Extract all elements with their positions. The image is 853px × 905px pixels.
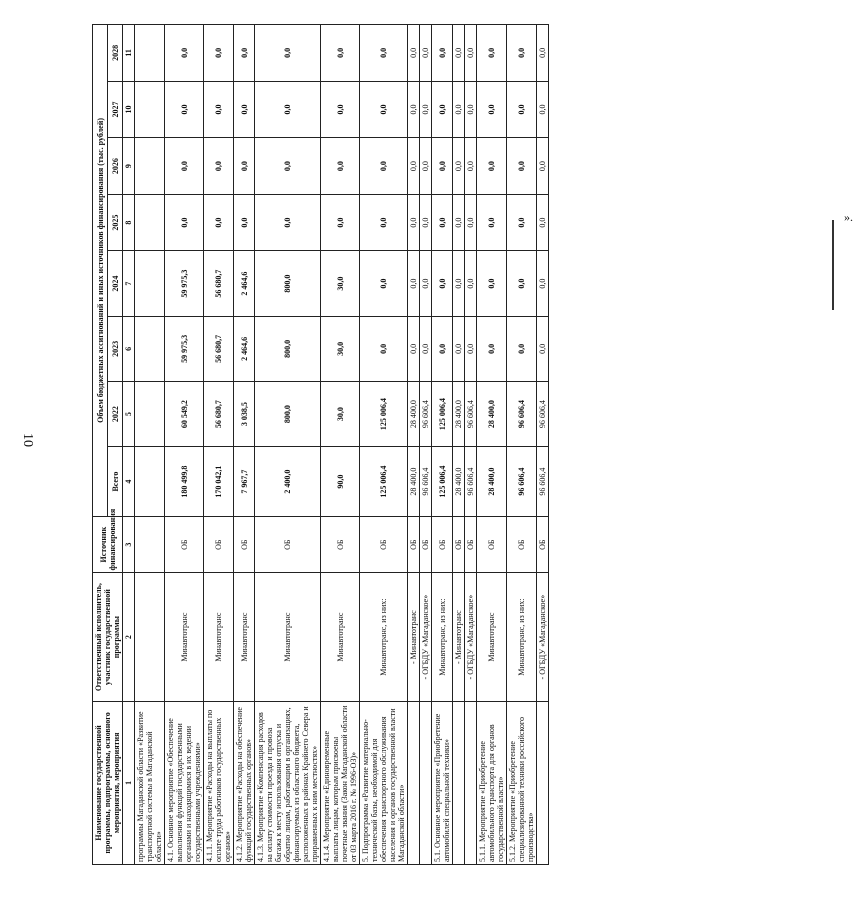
cell-value: 0,0 <box>165 194 204 251</box>
cell-source <box>135 516 165 573</box>
column-number: 3 <box>123 516 135 573</box>
table-row <box>234 25 255 865</box>
cell-value: 0,0 <box>360 25 408 82</box>
cell-value: 0,0 <box>255 25 321 82</box>
cell-value: 56 680,7 <box>204 251 234 316</box>
cell-value: 0,0 <box>204 25 234 82</box>
cell-source: ОБ <box>453 516 465 573</box>
cell-source: ОБ <box>165 516 204 573</box>
cell-value: 0,0 <box>420 251 432 316</box>
cell-value: 0,0 <box>507 194 537 251</box>
cell-value: 59 975,3 <box>165 316 204 381</box>
cell-value: 28 400,0 <box>477 447 507 517</box>
header-year: 2022 <box>108 381 123 446</box>
table-row <box>507 25 537 865</box>
cell-name <box>420 701 432 864</box>
cell-value: 96 606,4 <box>537 447 549 517</box>
cell-value: 30,0 <box>321 251 360 316</box>
cell-value: 96 606,4 <box>465 447 477 517</box>
table-row <box>204 25 234 865</box>
table-row <box>453 25 465 865</box>
cell-value: 2 464,6 <box>234 251 255 316</box>
cell-value: 0,0 <box>204 194 234 251</box>
cell-source: ОБ <box>321 516 360 573</box>
cell-value: 0,0 <box>255 194 321 251</box>
cell-value: 0,0 <box>234 138 255 195</box>
table-row <box>360 25 408 865</box>
cell-executor: Минавтотранс <box>255 573 321 701</box>
header-year: 2024 <box>108 251 123 316</box>
cell-value: 0,0 <box>477 194 507 251</box>
cell-value: 28 400,0 <box>453 381 465 446</box>
header-name: Наименование государственной программы, подпрограммы, основного мероприятия, мероприятия <box>93 701 123 864</box>
cell-value <box>135 381 165 446</box>
cell-value: 0,0 <box>321 81 360 138</box>
cell-value: 0,0 <box>537 25 549 82</box>
cell-value: 0,0 <box>234 81 255 138</box>
cell-value <box>135 251 165 316</box>
cell-value: 0,0 <box>465 25 477 82</box>
cell-value: 125 006,4 <box>432 447 453 517</box>
cell-executor: Минавтотранс, из них: <box>360 573 408 701</box>
cell-source: ОБ <box>420 516 432 573</box>
cell-value: 0,0 <box>420 81 432 138</box>
cell-value: 59 975,3 <box>165 251 204 316</box>
cell-value: 0,0 <box>408 25 420 82</box>
cell-value: 125 006,4 <box>360 447 408 517</box>
cell-value: 0,0 <box>453 194 465 251</box>
cell-value: 800,0 <box>255 381 321 446</box>
table-row <box>135 25 165 865</box>
cell-value: 28 400,0 <box>453 447 465 517</box>
cell-executor: - ОГБДУ «Магаданское» <box>465 573 477 701</box>
cell-name <box>408 701 420 864</box>
header-total: Всего <box>108 447 123 517</box>
cell-value: 0,0 <box>507 81 537 138</box>
cell-value: 0,0 <box>204 81 234 138</box>
cell-name: 4.1.4. Мероприятие «Единовременные выплаты лицам, которым присвоены почетные звания (Закон Магаданской области от 03 марта 2016 г. № 1996-ОЗ)» <box>321 701 360 864</box>
header-year: 2027 <box>108 81 123 138</box>
header-source: Источник финансирования <box>93 516 123 573</box>
cell-value: 0,0 <box>537 81 549 138</box>
cell-value: 3 038,5 <box>234 381 255 446</box>
cell-value: 0,0 <box>453 251 465 316</box>
cell-value: 0,0 <box>465 316 477 381</box>
cell-value: 0,0 <box>255 81 321 138</box>
cell-value: 30,0 <box>321 316 360 381</box>
cell-executor: - Минавтотранс <box>408 573 420 701</box>
cell-value: 0,0 <box>432 138 453 195</box>
cell-value: 0,0 <box>432 194 453 251</box>
cell-value: 800,0 <box>255 316 321 381</box>
cell-value: 0,0 <box>255 138 321 195</box>
cell-value: 56 680,7 <box>204 316 234 381</box>
header-year: 2025 <box>108 194 123 251</box>
cell-name: 5.1.2. Мероприятие «Приобретение специализированной техники российского производства» <box>507 701 537 864</box>
cell-executor: - ОГБДУ «Магаданское» <box>420 573 432 701</box>
cell-value: 56 680,7 <box>204 381 234 446</box>
cell-value: 0,0 <box>507 316 537 381</box>
cell-value: 0,0 <box>432 81 453 138</box>
cell-executor: Минавтотранс <box>321 573 360 701</box>
table-row <box>255 25 321 865</box>
cell-name: программы Магаданской области «Развитие транспортной системы в Магаданской области» <box>135 701 165 864</box>
cell-name <box>537 701 549 864</box>
cell-name: 4.1.1. Мероприятие «Расходы на выплаты по оплате труда работников государственных органов» <box>204 701 234 864</box>
cell-value: 0,0 <box>408 316 420 381</box>
cell-value: 0,0 <box>537 251 549 316</box>
column-number: 10 <box>123 81 135 138</box>
table-row <box>432 25 453 865</box>
cell-value: 0,0 <box>537 194 549 251</box>
table-row <box>465 25 477 865</box>
cell-value: 800,0 <box>255 251 321 316</box>
cell-value: 96 606,4 <box>537 381 549 446</box>
header-executor: Ответственный исполнитель, участник государственной программы <box>93 573 123 701</box>
cell-value: 0,0 <box>321 25 360 82</box>
rotated-table-area <box>92 24 632 865</box>
cell-value: 0,0 <box>432 316 453 381</box>
cell-executor: - Минавтотранс <box>453 573 465 701</box>
table-row <box>477 25 507 865</box>
cell-value: 0,0 <box>420 194 432 251</box>
cell-value <box>135 81 165 138</box>
cell-value: 0,0 <box>321 138 360 195</box>
cell-value: 0,0 <box>408 194 420 251</box>
column-number: 8 <box>123 194 135 251</box>
cell-value: 0,0 <box>537 316 549 381</box>
column-number: 7 <box>123 251 135 316</box>
cell-name: 4.1.3. Мероприятие «Компенсация расходов на оплату стоимости проезда и провоза багажа к месту использования отпуска и обратно лицам, работающим в организациях, финансируемых из областного бюджета, расположенных в районах Крайнего Севера и приравненных к ним местностях» <box>255 701 321 864</box>
cell-value: 180 499,8 <box>165 447 204 517</box>
cell-value: 0,0 <box>408 251 420 316</box>
cell-value: 2 464,6 <box>234 316 255 381</box>
cell-name <box>465 701 477 864</box>
table-row <box>408 25 420 865</box>
column-number: 4 <box>123 447 135 517</box>
cell-value: 170 042,1 <box>204 447 234 517</box>
header-year: 2026 <box>108 138 123 195</box>
header-year: 2023 <box>108 316 123 381</box>
cell-value <box>135 316 165 381</box>
cell-value: 0,0 <box>321 194 360 251</box>
cell-value: 30,0 <box>321 381 360 446</box>
cell-value: 90,0 <box>321 447 360 517</box>
cell-value: 0,0 <box>477 316 507 381</box>
cell-value: 0,0 <box>453 138 465 195</box>
cell-value: 96 606,4 <box>465 381 477 446</box>
cell-executor: Минавтотранс <box>477 573 507 701</box>
cell-source: ОБ <box>465 516 477 573</box>
cell-value: 7 967,7 <box>234 447 255 517</box>
cell-value: 0,0 <box>477 138 507 195</box>
cell-value: 96 606,4 <box>507 447 537 517</box>
cell-value: 0,0 <box>420 138 432 195</box>
cell-executor <box>135 573 165 701</box>
header-funding: Объем бюджетных ассигнований и иных источников финансирования (тыс. рублей) <box>93 25 108 517</box>
cell-source: ОБ <box>408 516 420 573</box>
cell-value: 0,0 <box>465 138 477 195</box>
cell-value: 0,0 <box>507 251 537 316</box>
column-number: 5 <box>123 381 135 446</box>
cell-value: 0,0 <box>453 316 465 381</box>
cell-value: 0,0 <box>432 25 453 82</box>
cell-value: 60 549,2 <box>165 381 204 446</box>
cell-value: 2 400,0 <box>255 447 321 517</box>
cell-value: 0,0 <box>477 251 507 316</box>
closing-quote: ». <box>844 210 853 224</box>
cell-name: 5. Подпрограмма «Развитие материально-технической базы, необходимой для обеспечения транспортного обслуживания населения и органов государственной власти Магаданской области» <box>360 701 408 864</box>
cell-source: ОБ <box>255 516 321 573</box>
cell-value <box>135 447 165 517</box>
cell-executor: Минавтотранс, из них: <box>507 573 537 701</box>
cell-value: 0,0 <box>165 25 204 82</box>
cell-value: 0,0 <box>204 138 234 195</box>
cell-name: 4.1. Основное мероприятие «Обеспечение выполнения функций государственными органами и находящимися в их ведении государственными учреждениями» <box>165 701 204 864</box>
table-row <box>537 25 549 865</box>
cell-value: 125 006,4 <box>432 381 453 446</box>
closing-rule <box>832 220 834 310</box>
cell-value <box>135 25 165 82</box>
cell-value: 0,0 <box>453 25 465 82</box>
cell-value: 0,0 <box>465 81 477 138</box>
column-number: 9 <box>123 138 135 195</box>
cell-source: ОБ <box>537 516 549 573</box>
cell-source: ОБ <box>204 516 234 573</box>
table-row <box>321 25 360 865</box>
cell-value: 0,0 <box>360 251 408 316</box>
cell-value: 96 606,4 <box>420 381 432 446</box>
cell-value <box>135 138 165 195</box>
cell-value: 0,0 <box>465 251 477 316</box>
cell-value: 125 006,4 <box>360 381 408 446</box>
column-number: 11 <box>123 25 135 82</box>
cell-name: 5.1. Основное мероприятие «Приобретение автомобилей специальной техники» <box>432 701 453 864</box>
header-year: 2028 <box>108 25 123 82</box>
cell-source: ОБ <box>507 516 537 573</box>
cell-value: 0,0 <box>420 25 432 82</box>
cell-value: 0,0 <box>420 316 432 381</box>
cell-source: ОБ <box>432 516 453 573</box>
table-row <box>420 25 432 865</box>
cell-value: 0,0 <box>234 25 255 82</box>
cell-executor: Минавтотранс <box>234 573 255 701</box>
cell-value: 0,0 <box>507 138 537 195</box>
cell-value: 0,0 <box>453 81 465 138</box>
cell-value: 96 606,4 <box>507 381 537 446</box>
cell-value: 0,0 <box>165 138 204 195</box>
column-number: 2 <box>123 573 135 701</box>
cell-value: 96 606,4 <box>420 447 432 517</box>
cell-value: 0,0 <box>477 81 507 138</box>
cell-name: 4.1.2. Мероприятие «Расходы на обеспечение функций государственных органов» <box>234 701 255 864</box>
cell-source: ОБ <box>477 516 507 573</box>
cell-name <box>453 701 465 864</box>
column-number: 6 <box>123 316 135 381</box>
table-row <box>165 25 204 865</box>
cell-value: 0,0 <box>432 251 453 316</box>
cell-value: 0,0 <box>465 194 477 251</box>
cell-value: 0,0 <box>477 25 507 82</box>
cell-value: 28 400,0 <box>477 381 507 446</box>
column-number: 1 <box>123 701 135 864</box>
cell-source: ОБ <box>360 516 408 573</box>
cell-value: 0,0 <box>408 138 420 195</box>
cell-value: 0,0 <box>537 138 549 195</box>
cell-executor: - ОГБДУ «Магаданское» <box>537 573 549 701</box>
cell-executor: Минавтотранс, из них: <box>432 573 453 701</box>
budget-table <box>92 24 549 865</box>
cell-value: 0,0 <box>408 81 420 138</box>
cell-value: 28 400,0 <box>408 447 420 517</box>
cell-value: 28 400,0 <box>408 381 420 446</box>
cell-value <box>135 194 165 251</box>
cell-executor: Минавтотранс <box>204 573 234 701</box>
page-number: 10 <box>20 433 35 447</box>
cell-source: ОБ <box>234 516 255 573</box>
cell-value: 0,0 <box>165 81 204 138</box>
cell-executor: Минавтотранс <box>165 573 204 701</box>
cell-value: 0,0 <box>507 25 537 82</box>
cell-value: 0,0 <box>360 194 408 251</box>
cell-value: 0,0 <box>360 316 408 381</box>
cell-name: 5.1.1. Мероприятие «Приобретение автомобильного транспорта для органов государственной власти» <box>477 701 507 864</box>
cell-value: 0,0 <box>360 138 408 195</box>
cell-value: 0,0 <box>234 194 255 251</box>
cell-value: 0,0 <box>360 81 408 138</box>
